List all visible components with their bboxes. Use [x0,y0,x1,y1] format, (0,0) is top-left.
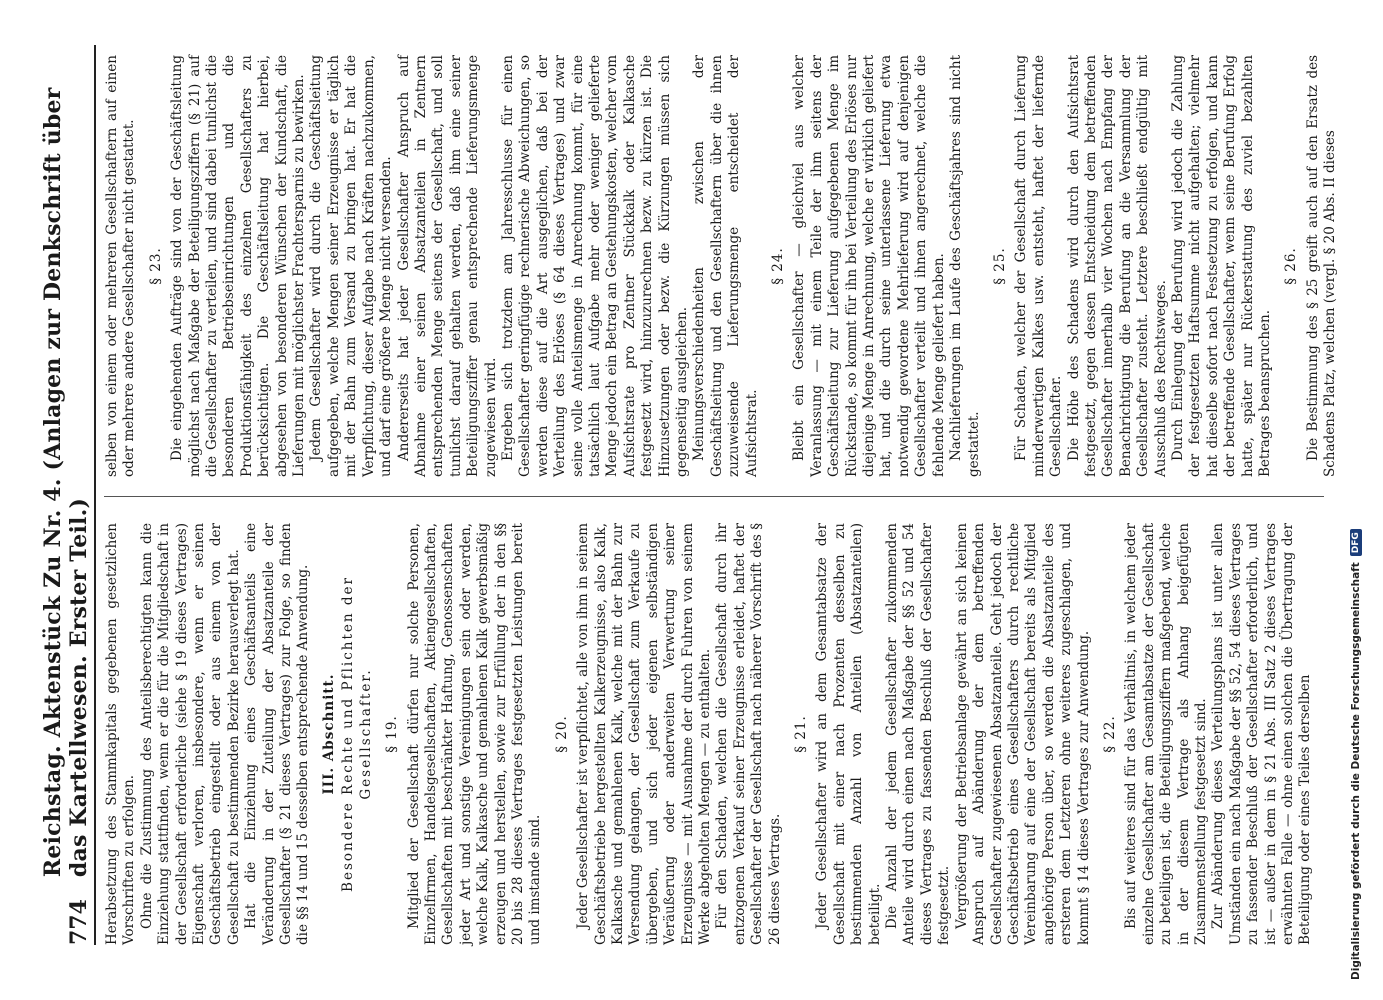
paragraph: Meinungsverschiedenheiten zwischen der Geschäftsleitung und den Gesellschaftern über die ihnen zuzuweisende Lieferungsmenge entscheidet der Aufsichtsrat. [691,55,760,477]
section-heading: § 25. [991,247,1008,285]
section-heading: § 26. [1283,247,1300,285]
column-divider [104,496,1324,497]
paragraph: selben von einem oder mehreren Gesellschaftern auf einen oder mehrere andere Gesellschafter nicht gestattet. [104,55,138,477]
paragraph: Jeder Gesellschafter ist verpflichtet, alle von ihm in seinem Geschäftsbetriebe hergestellten Kalkerzeugnisse, also Kalk, Kalkasche und gemahlenen Kalk, welche mit der Bahn zur Versendung gelangen, der Gesellschaft zum Verkaufe zu übergeben, und sich jeder eigenen selbständigen Veräußerung oder anderweiten Verwertung seiner Erzeugnisse — mit Ausnahme der durch Fuhren von seinem Werke abgeholten Mengen — zu enthalten. [575,523,713,945]
page-title: Reichstag. Aktenstück Zu Nr. 4. (Anlagen zur Denkschrift über das Kartellwesen. Erster Teil.) [40,87,92,878]
part-title: Besondere Rechte und Pflichten der Gesellschafter. [340,576,374,892]
paragraph: Die Bestimmung des § 25 greift auch auf den Ersatz des Schadens Platz, welchen (vergl. § 20 Abs. II dieses [1304,55,1339,477]
right-column [104,55,1340,477]
paragraph: Bis auf weiteres sind für das Verhältnis, in welchem jeder einzelne Gesellschafter am Gesamtabsatze der Gesellschaft zu beteiligen ist, die Beteiligungsziffern maßgebend, welche in der diesem Vertrage als Anhang beigefügten Zusammenstellung festgesetzt sind. [1123,523,1209,945]
page-header [40,45,96,945]
section-heading: § 19. [384,715,401,753]
page-number: 774 [66,899,92,945]
paragraph: Nachlieferungen im Laufe des Geschäftsjahres sind nicht gestattet. [948,55,982,477]
paragraph: Hat die Einziehung eines Geschäftsanteils eine Veränderung in der Zuteilung der Absatzanteile der Gesellschafter (§ 21 dieses Vertrages) zur Folge, so finden die §§ 14 und 15 desselben entsprechende Anwendung. [243,523,312,945]
footer-text: Digitalisierung gefördert durch die Deutsche Forschungsgemeinschaft [1350,562,1362,980]
paragraph: Die Höhe des Schadens wird durch den Aufsichtsrat festgesetzt, gegen dessen Entscheidung dem betreffenden Gesellschafter innerhalb vier Wochen nach Empfang der Benachrichtigung die Berufung an die Versammlung der Gesellschafter zusteht. Letztere beschließt endgültig mit Ausschluß des Rechtsweges. [1065,55,1169,477]
paragraph: Andererseits hat jeder Gesellschafter Anspruch auf Abnahme einer seinen Absatzanteilen in Zentnern entsprechenden Menge seitens der Gesellschaft, und soll tunlichst darauf gehalten werden, daß ihm eine seiner Beteiligungsziffer genau entsprechende Lieferungsmenge zugewiesen wird. [395,55,499,477]
paragraph: Mitglied der Gesellschaft dürfen nur solche Personen, Einzelfirmen, Handelsgesellschaften, Aktiengesellschaften, Gesellschaften mit beschränkter Haftung, Genossenschaften jeder Art und sonstige Vereinigungen sein oder werden, welche Kalk, Kalkasche und gemahlenen Kalk gewerbsmäßig erzeugen und herstellen, sowie zur Erfüllung der in den §§ 20 bis 28 dieses Vertrages festgesetzten Leistungen bereit und imstande sind. [405,523,544,945]
section-heading: § 20. [553,715,570,753]
section-heading: § 21. [793,715,810,753]
paragraph: Für Schaden, welcher der Gesellschaft durch Lieferung minderwertigen Kalkes usw. entsteht, haftet der liefernde Gesellschafter. [1013,55,1065,477]
paragraph: Bleibt ein Gesellschafter — gleichviel aus welcher Veranlassung — mit einem Teile der ihm seitens der Geschäftsleitung zur Lieferung aufgegebenen Menge im Rückstande, so kommt für ihn bei Verteilung des Erlöses nur diejenige Menge in Anrechnung, welche er wirklich geliefert hat, und die durch seine unterlassene Lieferung etwa notwendig gewordene Mehrlieferung wird auf denjenigen Gesellschafter verteilt und ihnen angerechnet, welche die fehlende Menge geliefert haben. [791,55,947,477]
section-heading: § 24. [770,247,787,285]
paragraph: Zur Abänderung dieses Verteilungsplans ist unter allen Umständen ein nach Maßgabe der §§ 52, 54 dieses Vertrages zu fassender Beschluß der Gesellschafter erforderlich, und ist — außer in dem in § 21 Abs. III Satz 2 dieses Vertrages erwähnten Falle — ohne einen solchen die Übertragung der Beteiligung oder eines Teiles derselben [1210,523,1314,945]
section-heading: § 22. [1101,715,1118,753]
paragraph: Die Anzahl der jedem Gesellschafter zukommenden Anteile wird durch einen nach Maßgabe der §§ 52 und 54 dieses Vertrages zu fassenden Beschluß der Gesellschafter festgesetzt. [884,523,953,945]
footer [1350,20,1362,980]
section-heading: § 23. [147,247,164,285]
paragraph: Ergeben sich trotzdem am Jahresschlusse für einen Gesellschafter geringfügige rechnerische Abweichungen, so werden diese auf die Art ausgeglichen, daß bei der Verteilung des Erlöses (§ 64 dieses Vertrages) und zwar seine volle Anteilsmenge in Anrechnung kommt, für eine tatsächlich laut Aufgabe mehr oder weniger gelieferte Menge jedoch ein Betrag an Gestehungskosten, welcher vom Aufsichtsrate pro Zentner Stückkalk oder Kalkasche festgesetzt wird, hinzuzurechnen bezw. zu kürzen ist. Die Hinzusetzungen oder bezw. die Kürzungen müssen sich gegenseitig ausgleichen. [499,55,690,477]
paragraph: Vergrößerung der Betriebsanlage gewährt an sich keinen Anspruch auf Abänderung der dem betreffenden Gesellschafter zugewiesenen Absatzanteile. Geht jedoch der Geschäftsbetrieb eines Gesellschafters durch rechtliche Vereinbarung auf eine der Gesellschaft bereits als Mitglied angehörige Person über, so werden die Absatzanteile des ersteren dem Letzteren ohne weiteres zugeschlagen, und kommt § 14 dieses Vertrages zur Anwendung. [953,523,1092,945]
paragraph: Ohne die Zustimmung des Anteilsberechtigten kann die Einziehung stattfinden, wenn er die für die Mitgliedschaft in der Gesellschaft erforderliche (siehe § 19 dieses Vertrages) Eigenschaft verloren, insbesondere, wenn er seinen Geschäftsbetrieb eingestellt oder aus einem von der Gesellschaft zu bestimmenden Bezirke herausverlegt hat. [138,523,242,945]
left-column [104,523,1315,945]
paragraph: Die eingehenden Aufträge sind von der Geschäftsleitung möglichst nach Maßgabe der Beteiligungsziffern (§ 21) auf die Gesellschafter zu verteilen, und sind dabei tunlichst die besonderen Betriebseinrichtungen und die Produktionsfähigkeit des einzelnen Gesellschafters zu berücksichtigen. Die Geschäftsleitung hat hierbei, abgesehen von besonderen Wünschen der Kundschaft, die Lieferungen mit möglichster Frachtersparnis zu bewirken. [169,55,308,477]
paragraph: Durch Einlegung der Berufung wird jedoch die Zahlung der festgesetzten Haftsumme nicht aufgehalten; vielmehr hat dieselbe sofort nach Festsetzung zu erfolgen, und kann der betreffende Gesellschafter, wenn seine Berufung Erfolg hatte, später nur Rückerstattung des zuviel bezahlten Betrages beanspruchen. [1169,55,1273,477]
paragraph: Jedem Gesellschafter wird durch die Geschäftsleitung aufgegeben, welche Mengen seiner Erzeugnisse er täglich mit der Bahn zum Versand zu bringen hat. Er hat die Verpflichtung, dieser Aufgabe nach Kräften nachzukommen, und darf eine größere Menge nicht versenden. [308,55,395,477]
paragraph: Herabsetzung des Stammkapitals gegebenen gesetzlichen Vorschriften zu erfolgen. [104,523,138,945]
paragraph: Für den Schaden, welchen die Gesellschaft durch ihr entzogenen Verkauf seiner Erzeugnisse erleidet, haftet der Gesellschafter der Gesellschaft nach näherer Vorschrift des § 26 dieses Vertrags. [714,523,783,945]
part-heading: III. Abschnitt. [320,673,337,795]
dfg-logo: DFG [1350,529,1362,556]
paragraph: Jeder Gesellschafter wird an dem Gesamtabsatze der Gesellschaft mit einer nach Prozenten desselben zu bestimmenden Anzahl von Anteilen (Absatzanteilen) beteiligt. [814,523,883,945]
